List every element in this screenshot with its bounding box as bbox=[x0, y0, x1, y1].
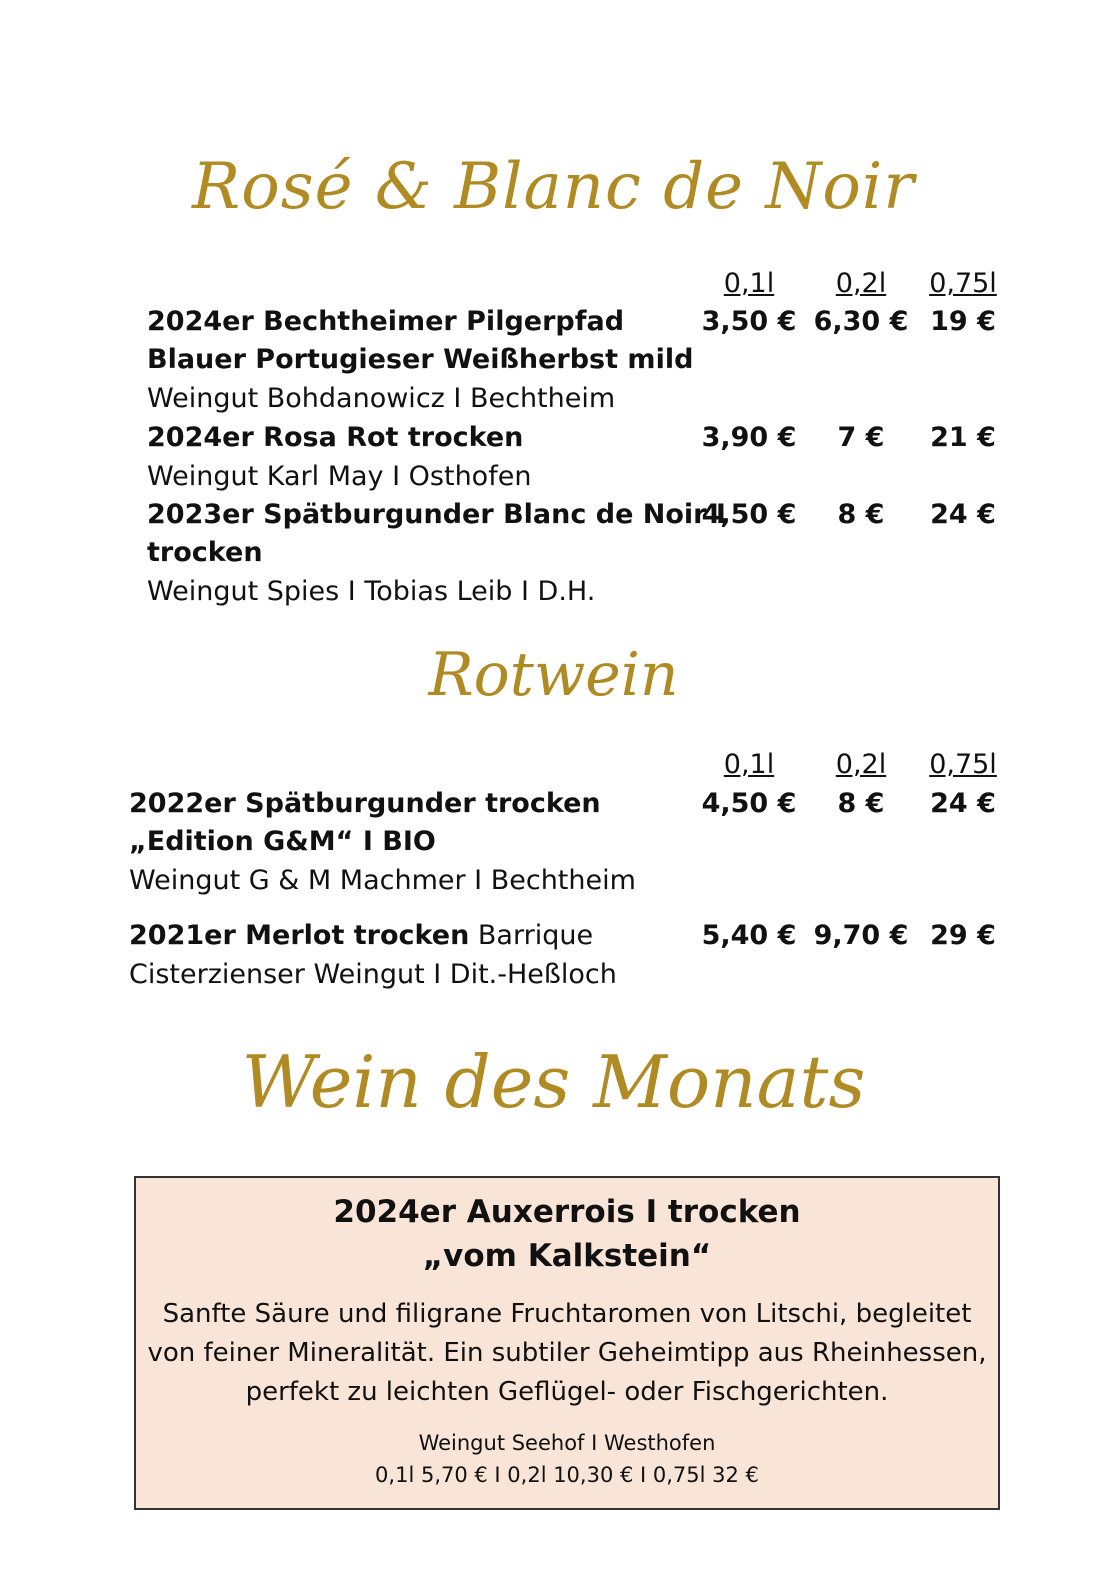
wine-name: 2024er Rosa Rot trocken bbox=[147, 422, 524, 453]
monat-description-line: perfekt zu leichten Geflügel- oder Fischgerichten. bbox=[245, 1377, 889, 1407]
wine-producer: Weingut Bohdanowicz I Bechtheim bbox=[147, 383, 616, 414]
price-02: 9,70 € bbox=[813, 920, 909, 951]
heading-wein-des-monats: Wein des Monats bbox=[241, 1040, 866, 1124]
wine-producer: Weingut Spies I Tobias Leib I D.H. bbox=[147, 576, 596, 607]
price-075: 24 € bbox=[930, 788, 996, 819]
wine-name: 2022er Spätburgunder trocken bbox=[129, 788, 601, 819]
size-header-02: 0,2l bbox=[835, 268, 887, 299]
monat-prices: 0,1l 5,70 € I 0,2l 10,30 € I 0,75l 32 € bbox=[375, 1463, 759, 1487]
wine-name: Blauer Portugieser Weißherbst mild bbox=[147, 344, 694, 375]
wine-name: 2023er Spätburgunder Blanc de Noir I bbox=[147, 499, 726, 530]
wine-producer: Weingut Karl May I Osthofen bbox=[147, 461, 532, 492]
size-header-01: 0,1l bbox=[723, 749, 775, 780]
price-02: 8 € bbox=[837, 499, 885, 530]
wine-name-suffix: Barrique bbox=[469, 920, 594, 951]
monat-title-line-1: 2024er Auxerrois I trocken bbox=[333, 1194, 801, 1230]
price-075: 19 € bbox=[930, 306, 996, 337]
price-075: 21 € bbox=[930, 422, 996, 453]
wine-name: trocken bbox=[147, 537, 263, 568]
wine-of-the-month-box bbox=[134, 1176, 1000, 1510]
wine-producer: Cisterzienser Weingut I Dit.-Heßloch bbox=[129, 959, 617, 990]
wine-producer: Weingut G & M Machmer I Bechtheim bbox=[129, 865, 636, 896]
size-header-01: 0,1l bbox=[723, 268, 775, 299]
wine-name: 2024er Bechtheimer Pilgerpfad bbox=[147, 306, 625, 337]
price-02: 8 € bbox=[837, 788, 885, 819]
wine-name: „Edition G&M“ I BIO bbox=[129, 826, 436, 857]
price-01: 5,40 € bbox=[701, 920, 797, 951]
price-01: 3,50 € bbox=[701, 306, 797, 337]
wine-name bbox=[129, 920, 593, 951]
price-075: 29 € bbox=[930, 920, 996, 951]
size-header-075: 0,75l bbox=[929, 268, 997, 299]
monat-producer: Weingut Seehof I Westhofen bbox=[418, 1431, 716, 1455]
heading-rose-blanc-de-noir: Rosé & Blanc de Noir bbox=[192, 150, 915, 224]
monat-title-line-2: „vom Kalkstein“ bbox=[422, 1238, 712, 1274]
price-02: 6,30 € bbox=[813, 306, 909, 337]
price-01: 4,50 € bbox=[701, 499, 797, 530]
monat-description-line: Sanfte Säure und filigrane Fruchtaromen von Litschi, begleitet bbox=[162, 1299, 972, 1329]
wine-name-bold: 2021er Merlot trocken bbox=[129, 920, 470, 951]
size-header-075: 0,75l bbox=[929, 749, 997, 780]
price-01: 4,50 € bbox=[701, 788, 797, 819]
price-075: 24 € bbox=[930, 499, 996, 530]
heading-rotwein: Rotwein bbox=[428, 640, 679, 710]
price-01: 3,90 € bbox=[701, 422, 797, 453]
price-02: 7 € bbox=[837, 422, 885, 453]
monat-description-line: von feiner Mineralität. Ein subtiler Geheimtipp aus Rheinhessen, bbox=[147, 1338, 987, 1368]
size-header-02: 0,2l bbox=[835, 749, 887, 780]
